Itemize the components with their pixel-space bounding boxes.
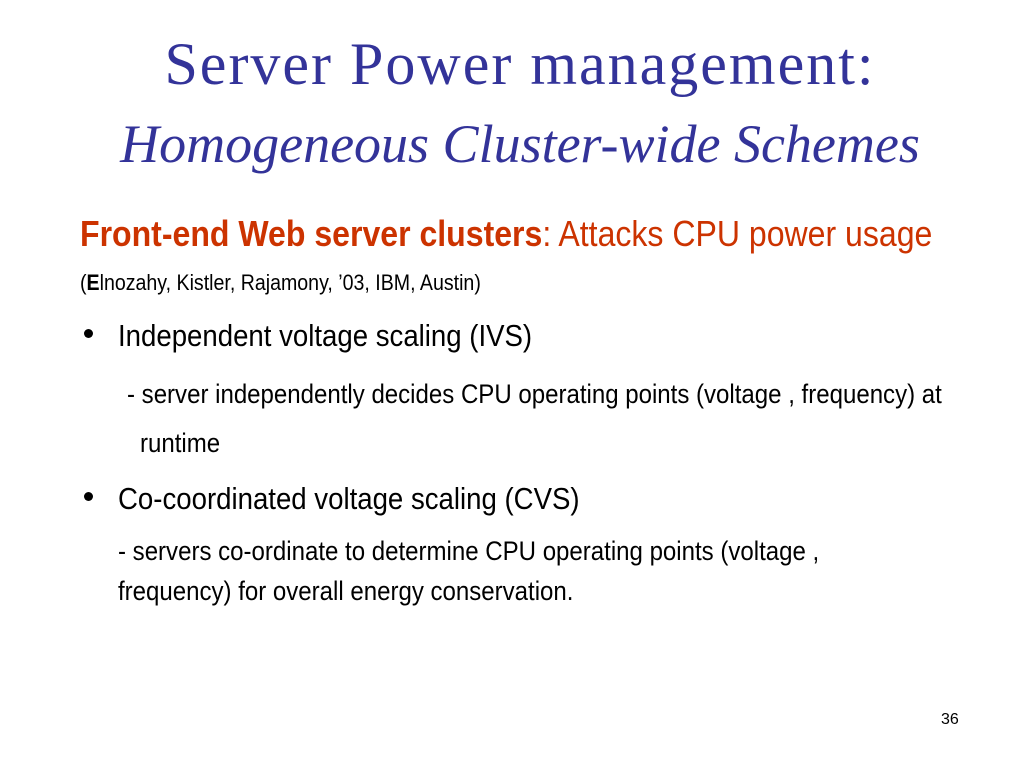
bullet-dot-icon [84, 329, 93, 338]
slide-subtitle: Homogeneous Cluster-wide Schemes [120, 114, 920, 174]
citation [80, 272, 481, 294]
bullet-detail-ivs-line2: runtime [140, 428, 221, 458]
citation-rest: lnozahy, Kistler, Rajamony, ’03, IBM, Austin) [99, 270, 481, 295]
bullet-detail-cvs-line1: - servers co-ordinate to determine CPU operating points (voltage , [118, 536, 820, 566]
section-heading-rest: : Attacks CPU power usage [542, 213, 933, 254]
bullet-item-cvs: Co-coordinated voltage scaling (CVS) [118, 481, 580, 516]
bullet-item-ivs: Independent voltage scaling (IVS) [118, 318, 533, 353]
section-heading [80, 213, 933, 254]
citation-initial: E [86, 270, 100, 295]
citation-open: ( [80, 270, 87, 295]
page-number: 36 [941, 711, 959, 728]
bullet-dot-icon [84, 492, 93, 501]
slide-title: Server Power management: [164, 31, 876, 97]
bullet-detail-ivs-line1: - server independently decides CPU operating points (voltage , frequency) at [127, 379, 942, 409]
section-heading-bold: Front-end Web server clusters [80, 213, 543, 254]
bullet-detail-cvs-line2: frequency) for overall energy conservation. [118, 576, 574, 606]
